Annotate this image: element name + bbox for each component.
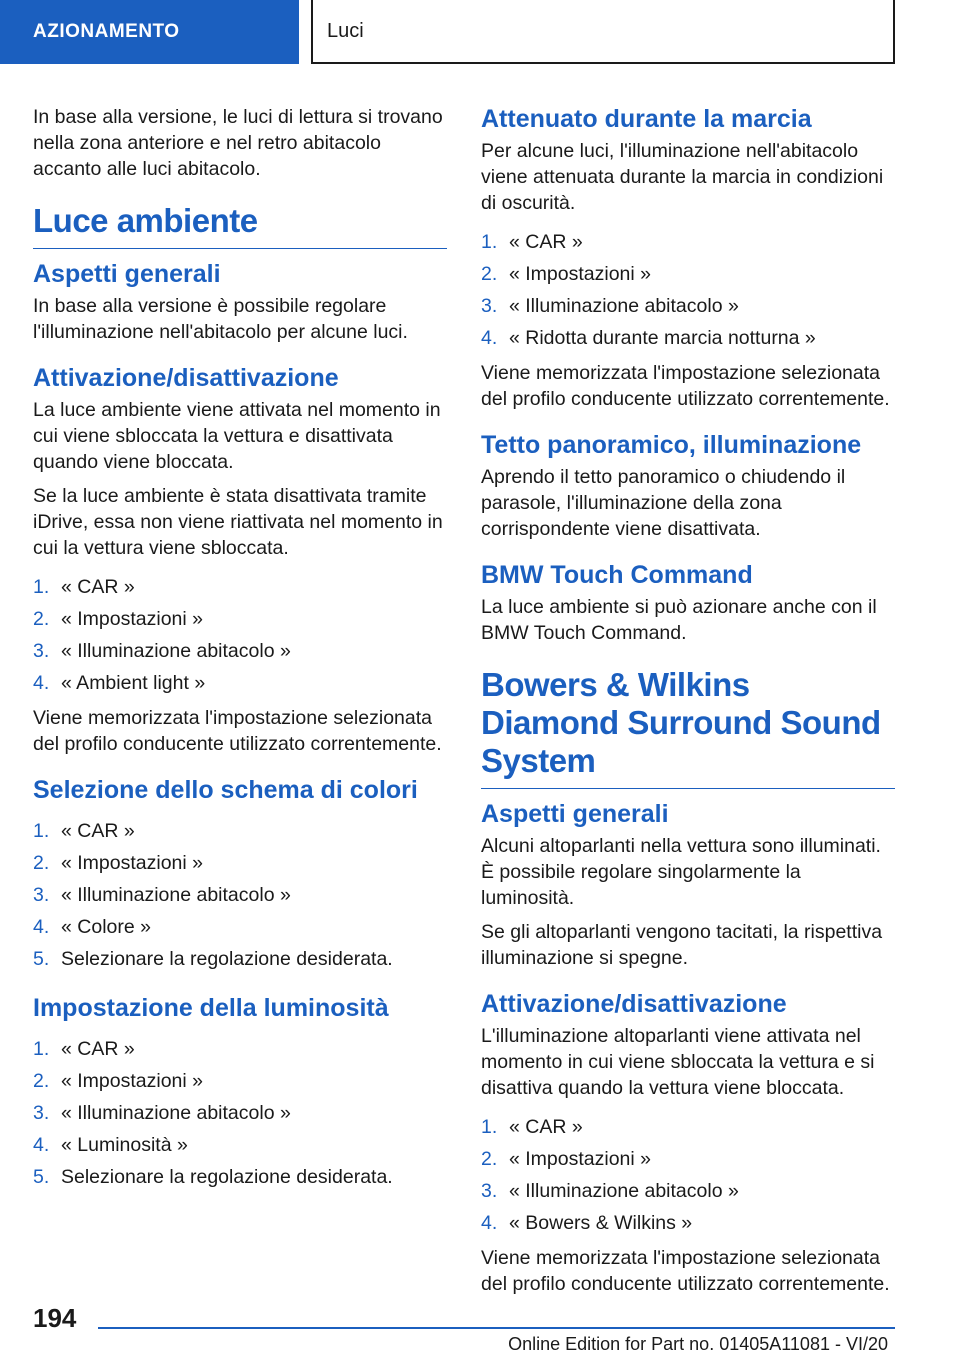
list-item	[33, 1097, 447, 1129]
list-item	[481, 1143, 895, 1175]
step-number: 4.	[33, 916, 50, 938]
subheading-tetto-panoramico: Tetto panoramico, illuminazione	[481, 431, 862, 459]
step-number: 4.	[481, 327, 498, 349]
heading-luce-ambiente: Luce ambiente	[33, 202, 447, 249]
list-item	[481, 1111, 895, 1143]
footer-divider	[98, 1327, 895, 1329]
paragraph: La luce ambiente si può azionare anche con il BMW Touch Command.	[481, 596, 877, 644]
step-text: Selezionare la regolazione desiderata.	[61, 948, 393, 970]
list-item	[33, 571, 447, 603]
list-item	[33, 911, 447, 943]
paragraph: Viene memorizzata l'impostazione selezionata del profilo conducente utilizzato correntemente.	[481, 1247, 890, 1295]
step-text: Selezionare la regolazione desiderata.	[61, 1166, 393, 1188]
step-number: 1.	[33, 1038, 50, 1060]
step-text: « Illuminazione abitacolo »	[61, 884, 291, 906]
list-item	[33, 815, 447, 847]
paragraph: La luce ambiente viene attivata nel momento in cui viene sbloccata la vettura e disattivata quando viene bloccata.	[33, 399, 441, 473]
paragraph: L'illuminazione altoparlanti viene attivata nel momento in cui viene sbloccata la vettura e si disattiva quando la vettura viene bloccata.	[481, 1025, 875, 1099]
step-number: 3.	[33, 884, 50, 906]
left-column	[33, 104, 447, 1199]
step-text: « Impostazioni »	[509, 263, 651, 285]
steps-list	[33, 1033, 447, 1193]
step-text: « Ridotta durante marcia notturna »	[509, 327, 816, 349]
chapter-title: Luci	[327, 19, 364, 42]
paragraph: Per alcune luci, l'illuminazione nell'abitacolo viene attenuata durante la marcia in condizioni di oscurità.	[481, 140, 884, 214]
list-item	[33, 603, 447, 635]
page-number: 194	[33, 1303, 77, 1333]
step-number: 2.	[481, 263, 498, 285]
step-number: 2.	[481, 1148, 498, 1170]
step-number: 2.	[33, 852, 50, 874]
list-item	[33, 879, 447, 911]
step-text: « CAR »	[509, 231, 583, 253]
step-number: 5.	[33, 948, 50, 970]
step-number: 3.	[33, 1102, 50, 1124]
subheading-schema-colori: Selezione dello schema di colori	[33, 776, 418, 804]
subheading-attivazione: Attivazione/disattivazione	[481, 990, 787, 1018]
step-text: « Bowers & Wilkins »	[509, 1212, 693, 1234]
step-number: 1.	[481, 1116, 498, 1138]
step-text: « CAR »	[509, 1116, 583, 1138]
step-text: « Colore »	[61, 916, 151, 938]
subheading-aspetti-generali: Aspetti generali	[33, 260, 221, 288]
list-item	[481, 290, 895, 322]
step-number: 3.	[481, 1180, 498, 1202]
step-text: « Impostazioni »	[61, 1070, 203, 1092]
step-number: 2.	[33, 1070, 50, 1092]
step-number: 3.	[33, 640, 50, 662]
step-number: 4.	[481, 1212, 498, 1234]
step-number: 1.	[481, 231, 498, 253]
step-text: « Impostazioni »	[509, 1148, 651, 1170]
subheading-luminosita: Impostazione della luminosità	[33, 994, 389, 1022]
list-item	[481, 258, 895, 290]
list-item	[481, 1175, 895, 1207]
step-text: « CAR »	[61, 576, 135, 598]
paragraph: Se gli altoparlanti vengono tacitati, la rispettiva illuminazione si spegne.	[481, 921, 883, 969]
list-item	[481, 226, 895, 258]
step-text: « Illuminazione abitacolo »	[61, 640, 291, 662]
list-item	[33, 943, 447, 975]
subheading-touch-command: BMW Touch Command	[481, 561, 753, 589]
list-item	[33, 1129, 447, 1161]
edition-footer: Online Edition for Part no. 01405A11081 - VI/20	[508, 1334, 888, 1354]
list-item	[33, 1065, 447, 1097]
intro-paragraph: In base alla versione, le luci di lettura si trovano nella zona anteriore e nel retro abitacolo accanto alle luci abitacolo.	[33, 106, 443, 180]
paragraph: Viene memorizzata l'impostazione selezionata del profilo conducente utilizzato correntemente.	[481, 362, 890, 410]
step-number: 2.	[33, 608, 50, 630]
step-text: « Impostazioni »	[61, 852, 203, 874]
step-number: 4.	[33, 1134, 50, 1156]
list-item	[481, 1207, 895, 1239]
step-text: « Luminosità »	[61, 1134, 188, 1156]
paragraph: Viene memorizzata l'impostazione selezionata del profilo conducente utilizzato correntemente.	[33, 707, 442, 755]
steps-list	[481, 226, 895, 354]
step-text: « CAR »	[61, 820, 135, 842]
steps-list	[481, 1111, 895, 1239]
paragraph: In base alla versione è possibile regolare l'illuminazione nell'abitacolo per alcune luci.	[33, 295, 408, 343]
step-text: « Ambient light »	[61, 672, 206, 694]
step-text: « Illuminazione abitacolo »	[61, 1102, 291, 1124]
step-number: 3.	[481, 295, 498, 317]
step-number: 5.	[33, 1166, 50, 1188]
step-text: « Impostazioni »	[61, 608, 203, 630]
step-number: 1.	[33, 820, 50, 842]
subheading-attivazione: Attivazione/disattivazione	[33, 364, 339, 392]
list-item	[33, 635, 447, 667]
list-item	[33, 847, 447, 879]
step-text: « CAR »	[61, 1038, 135, 1060]
list-item	[33, 667, 447, 699]
right-column	[481, 104, 895, 1305]
chapter-header	[311, 0, 895, 64]
step-number: 1.	[33, 576, 50, 598]
section-title: AZIONAMENTO	[33, 21, 180, 42]
step-number: 4.	[33, 672, 50, 694]
subheading-aspetti-generali: Aspetti generali	[481, 800, 669, 828]
list-item	[481, 322, 895, 354]
step-text: « Illuminazione abitacolo »	[509, 295, 739, 317]
paragraph: Alcuni altoparlanti nella vettura sono illuminati. È possibile regolare singolarmente la luminosità.	[481, 835, 881, 909]
section-tab	[0, 0, 299, 64]
list-item	[33, 1033, 447, 1065]
steps-list	[33, 571, 447, 699]
step-text: « Illuminazione abitacolo »	[509, 1180, 739, 1202]
steps-list	[33, 815, 447, 975]
list-item	[33, 1161, 447, 1193]
subheading-attenuato: Attenuato durante la marcia	[481, 105, 812, 133]
paragraph: Se la luce ambiente è stata disattivata tramite iDrive, essa non viene riattivata nel momento in cui la vettura viene sbloccata.	[33, 485, 443, 559]
heading-bowers-wilkins: Bowers & Wilkins Diamond Surround Sound System	[481, 666, 895, 789]
paragraph: Aprendo il tetto panoramico o chiudendo il parasole, l'illuminazione della zona corrispondente viene disattivata.	[481, 466, 846, 540]
